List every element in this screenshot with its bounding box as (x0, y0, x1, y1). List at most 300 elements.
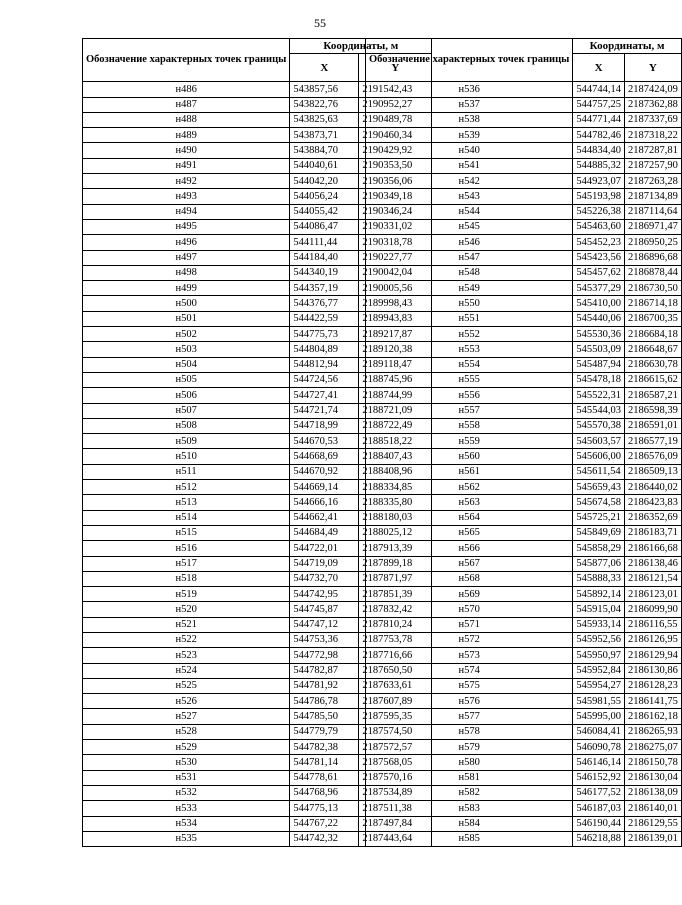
x-coordinate-cell: 544040,61 (290, 158, 359, 173)
table-row (366, 296, 682, 311)
x-coordinate-cell: 546152,92 (573, 770, 625, 785)
y-coordinate-cell: 2187832,42 (359, 602, 432, 617)
point-name-cell: н514 (83, 510, 290, 525)
point-name-cell: н580 (366, 755, 573, 770)
x-coordinate-cell: 544775,13 (290, 801, 359, 816)
x-coordinate-cell: 544782,87 (290, 663, 359, 678)
x-coordinate-cell: 546084,41 (573, 724, 625, 739)
point-name-cell: н562 (366, 480, 573, 495)
point-name-cell: н540 (366, 143, 573, 158)
point-name-cell: н487 (83, 97, 290, 112)
point-name-cell: н570 (366, 602, 573, 617)
point-name-cell: н548 (366, 265, 573, 280)
y-coordinate-cell: 2190489,78 (359, 112, 432, 127)
table-row (366, 281, 682, 296)
x-coordinate-cell: 545487,94 (573, 357, 625, 372)
point-name-cell: н551 (366, 311, 573, 326)
point-name-cell: н572 (366, 632, 573, 647)
x-coordinate-cell: 544684,49 (290, 525, 359, 540)
y-coordinate-cell: 2186971,47 (624, 219, 681, 234)
y-coordinate-cell: 2187570,16 (359, 770, 432, 785)
y-coordinate-cell: 2187574,50 (359, 724, 432, 739)
point-name-cell: н536 (366, 82, 573, 97)
x-coordinate-cell: 544724,56 (290, 372, 359, 387)
point-name-cell: н505 (83, 372, 290, 387)
page-number: 55 (314, 16, 326, 30)
table-row (366, 189, 682, 204)
y-coordinate-cell: 2190042,04 (359, 265, 432, 280)
table-row (366, 632, 682, 647)
y-coordinate-cell: 2186576,09 (624, 449, 681, 464)
x-coordinate-cell: 545659,43 (573, 480, 625, 495)
point-name-cell: н541 (366, 158, 573, 173)
y-coordinate-cell: 2187114,64 (624, 204, 681, 219)
point-name-cell: н526 (83, 694, 290, 709)
x-coordinate-cell: 544666,16 (290, 495, 359, 510)
y-coordinate-cell: 2187497,84 (359, 816, 432, 831)
y-coordinate-cell: 2186138,09 (624, 785, 681, 800)
point-name-cell: н531 (83, 770, 290, 785)
x-coordinate-cell: 544722,01 (290, 541, 359, 556)
y-coordinate-cell: 2186130,04 (624, 770, 681, 785)
x-coordinate-cell: 545457,62 (573, 265, 625, 280)
y-coordinate-cell: 2186423,83 (624, 495, 681, 510)
x-coordinate-cell: 544055,42 (290, 204, 359, 219)
y-coordinate-cell: 2188180,03 (359, 510, 432, 525)
y-coordinate-cell: 2186123,01 (624, 587, 681, 602)
x-coordinate-cell: 544719,09 (290, 556, 359, 571)
point-name-cell: н515 (83, 525, 290, 540)
y-coordinate-cell: 2188334,85 (359, 480, 432, 495)
y-coordinate-cell: 2190952,27 (359, 97, 432, 112)
table-row (366, 495, 682, 510)
x-coordinate-cell: 545858,29 (573, 541, 625, 556)
table-row (366, 204, 682, 219)
y-coordinate-cell: 2187287,81 (624, 143, 681, 158)
y-coordinate-cell: 2186591,01 (624, 418, 681, 433)
point-name-cell: н521 (83, 617, 290, 632)
x-coordinate-cell: 544086,47 (290, 219, 359, 234)
y-coordinate-cell: 2187263,28 (624, 174, 681, 189)
table-row (366, 755, 682, 770)
point-name-cell: н502 (83, 327, 290, 342)
y-coordinate-cell: 2187568,05 (359, 755, 432, 770)
y-coordinate-cell: 2189120,38 (359, 342, 432, 357)
x-coordinate-cell: 544804,89 (290, 342, 359, 357)
y-coordinate-cell: 2186139,01 (624, 831, 681, 846)
point-name-cell: н545 (366, 219, 573, 234)
point-name-cell: н568 (366, 571, 573, 586)
point-name-cell: н561 (366, 464, 573, 479)
y-coordinate-cell: 2186129,55 (624, 816, 681, 831)
point-name-cell: н553 (366, 342, 573, 357)
header-point-name: Обозначение характерных точек границы (83, 39, 290, 82)
table-row (366, 311, 682, 326)
x-coordinate-cell: 546146,14 (573, 755, 625, 770)
table-row (366, 82, 682, 97)
x-coordinate-cell: 545463,60 (573, 219, 625, 234)
point-name-cell: н558 (366, 418, 573, 433)
x-coordinate-cell: 544812,94 (290, 357, 359, 372)
y-coordinate-cell: 2189998,43 (359, 296, 432, 311)
table-row (366, 694, 682, 709)
x-coordinate-cell: 545995,00 (573, 709, 625, 724)
table-row (366, 678, 682, 693)
table-row (366, 342, 682, 357)
table-row (366, 648, 682, 663)
x-coordinate-cell: 545410,00 (573, 296, 625, 311)
y-coordinate-cell: 2186116,55 (624, 617, 681, 632)
x-coordinate-cell: 544785,50 (290, 709, 359, 724)
point-name-cell: н492 (83, 174, 290, 189)
y-coordinate-cell: 2186440,02 (624, 480, 681, 495)
x-coordinate-cell: 544747,12 (290, 617, 359, 632)
point-name-cell: н578 (366, 724, 573, 739)
point-name-cell: н535 (83, 831, 290, 846)
y-coordinate-cell: 2190353,50 (359, 158, 432, 173)
y-coordinate-cell: 2186150,78 (624, 755, 681, 770)
point-name-cell: н497 (83, 250, 290, 265)
header-x: X (290, 54, 359, 82)
table-row (366, 357, 682, 372)
y-coordinate-cell: 2186138,46 (624, 556, 681, 571)
y-coordinate-cell: 2190331,02 (359, 219, 432, 234)
x-coordinate-cell: 545674,58 (573, 495, 625, 510)
x-coordinate-cell: 545849,69 (573, 525, 625, 540)
x-coordinate-cell: 544042,20 (290, 174, 359, 189)
table-row (366, 174, 682, 189)
coordinates-table-right (365, 38, 682, 847)
point-name-cell: н500 (83, 296, 290, 311)
y-coordinate-cell: 2186265,93 (624, 724, 681, 739)
x-coordinate-cell: 543822,76 (290, 97, 359, 112)
table-row (366, 128, 682, 143)
table-row (366, 388, 682, 403)
table-row (366, 464, 682, 479)
x-coordinate-cell: 545603,57 (573, 434, 625, 449)
table-body-right (366, 82, 682, 847)
y-coordinate-cell: 2186577,19 (624, 434, 681, 449)
y-coordinate-cell: 2186730,50 (624, 281, 681, 296)
x-coordinate-cell: 544782,38 (290, 740, 359, 755)
y-coordinate-cell: 2186166,68 (624, 541, 681, 556)
point-name-cell: н529 (83, 740, 290, 755)
y-coordinate-cell: 2188335,80 (359, 495, 432, 510)
y-coordinate-cell: 2187650,50 (359, 663, 432, 678)
y-coordinate-cell: 2186126,95 (624, 632, 681, 647)
y-coordinate-cell: 2187716,66 (359, 648, 432, 663)
y-coordinate-cell: 2186162,18 (624, 709, 681, 724)
x-coordinate-cell: 543857,56 (290, 82, 359, 97)
y-coordinate-cell: 2186099,90 (624, 602, 681, 617)
y-coordinate-cell: 2187337,69 (624, 112, 681, 127)
x-coordinate-cell: 543873,71 (290, 128, 359, 143)
x-coordinate-cell: 544781,92 (290, 678, 359, 693)
point-name-cell: н491 (83, 158, 290, 173)
x-coordinate-cell: 546187,03 (573, 801, 625, 816)
point-name-cell: н494 (83, 204, 290, 219)
y-coordinate-cell: 2188408,96 (359, 464, 432, 479)
point-name-cell: н543 (366, 189, 573, 204)
point-name-cell: н571 (366, 617, 573, 632)
y-coordinate-cell: 2189118,47 (359, 357, 432, 372)
x-coordinate-cell: 546090,78 (573, 740, 625, 755)
x-coordinate-cell: 544056,24 (290, 189, 359, 204)
x-coordinate-cell: 544376,77 (290, 296, 359, 311)
point-name-cell: н547 (366, 250, 573, 265)
x-coordinate-cell: 545981,55 (573, 694, 625, 709)
point-name-cell: н579 (366, 740, 573, 755)
point-name-cell: н546 (366, 235, 573, 250)
point-name-cell: н508 (83, 418, 290, 433)
x-coordinate-cell: 544184,40 (290, 250, 359, 265)
y-coordinate-cell: 2186615,62 (624, 372, 681, 387)
y-coordinate-cell: 2187607,89 (359, 694, 432, 709)
y-coordinate-cell: 2186129,94 (624, 648, 681, 663)
table-row (366, 740, 682, 755)
x-coordinate-cell: 545611,54 (573, 464, 625, 479)
table-row (366, 525, 682, 540)
x-coordinate-cell: 544721,74 (290, 403, 359, 418)
table-row (366, 418, 682, 433)
x-coordinate-cell: 544786,78 (290, 694, 359, 709)
x-coordinate-cell: 546177,52 (573, 785, 625, 800)
x-coordinate-cell: 544662,41 (290, 510, 359, 525)
y-coordinate-cell: 2186648,67 (624, 342, 681, 357)
point-name-cell: н511 (83, 464, 290, 479)
y-coordinate-cell: 2186130,86 (624, 663, 681, 678)
y-coordinate-cell: 2187595,35 (359, 709, 432, 724)
point-name-cell: н577 (366, 709, 573, 724)
x-coordinate-cell: 545952,84 (573, 663, 625, 678)
point-name-cell: н544 (366, 204, 573, 219)
point-name-cell: н490 (83, 143, 290, 158)
x-coordinate-cell: 544670,92 (290, 464, 359, 479)
point-name-cell: н582 (366, 785, 573, 800)
x-coordinate-cell: 544775,73 (290, 327, 359, 342)
table-row (366, 97, 682, 112)
point-name-cell: н513 (83, 495, 290, 510)
y-coordinate-cell: 2187753,78 (359, 632, 432, 647)
point-name-cell: н503 (83, 342, 290, 357)
x-coordinate-cell: 544834,40 (573, 143, 625, 158)
point-name-cell: н530 (83, 755, 290, 770)
point-name-cell: н549 (366, 281, 573, 296)
table-row (366, 143, 682, 158)
y-coordinate-cell: 2186509,13 (624, 464, 681, 479)
x-coordinate-cell: 544923,07 (573, 174, 625, 189)
table-row (366, 724, 682, 739)
y-coordinate-cell: 2187424,09 (624, 82, 681, 97)
table-row (366, 617, 682, 632)
x-coordinate-cell: 544340,19 (290, 265, 359, 280)
point-name-cell: н542 (366, 174, 573, 189)
y-coordinate-cell: 2188721,09 (359, 403, 432, 418)
y-coordinate-cell: 2187899,18 (359, 556, 432, 571)
x-coordinate-cell: 544742,95 (290, 587, 359, 602)
y-coordinate-cell: 2187318,22 (624, 128, 681, 143)
y-coordinate-cell: 2186630,78 (624, 357, 681, 372)
point-name-cell: н581 (366, 770, 573, 785)
x-coordinate-cell: 544742,32 (290, 831, 359, 846)
x-coordinate-cell: 545423,56 (573, 250, 625, 265)
x-coordinate-cell: 545478,18 (573, 372, 625, 387)
point-name-cell: н556 (366, 388, 573, 403)
table-row (366, 571, 682, 586)
table-row (366, 112, 682, 127)
y-coordinate-cell: 2187871,97 (359, 571, 432, 586)
point-name-cell: н557 (366, 403, 573, 418)
y-coordinate-cell: 2186183,71 (624, 525, 681, 540)
point-name-cell: н532 (83, 785, 290, 800)
point-name-cell: н565 (366, 525, 573, 540)
point-name-cell: н527 (83, 709, 290, 724)
y-coordinate-cell: 2186700,35 (624, 311, 681, 326)
y-coordinate-cell: 2186128,23 (624, 678, 681, 693)
x-coordinate-cell: 545377,29 (573, 281, 625, 296)
point-name-cell: н554 (366, 357, 573, 372)
table-row (366, 372, 682, 387)
header-x: X (573, 54, 625, 82)
point-name-cell: н576 (366, 694, 573, 709)
y-coordinate-cell: 2190356,06 (359, 174, 432, 189)
point-name-cell: н499 (83, 281, 290, 296)
y-coordinate-cell: 2187534,89 (359, 785, 432, 800)
header-y: Y (624, 54, 681, 82)
header-coordinates: Координаты, м (290, 39, 432, 54)
point-name-cell: н519 (83, 587, 290, 602)
table-row (366, 831, 682, 846)
table-row (366, 785, 682, 800)
y-coordinate-cell: 2186714,18 (624, 296, 681, 311)
point-name-cell: н575 (366, 678, 573, 693)
y-coordinate-cell: 2187913,39 (359, 541, 432, 556)
point-name-cell: н489 (83, 128, 290, 143)
point-name-cell: н528 (83, 724, 290, 739)
x-coordinate-cell: 545952,56 (573, 632, 625, 647)
table-row (366, 480, 682, 495)
x-coordinate-cell: 545193,98 (573, 189, 625, 204)
x-coordinate-cell: 545877,06 (573, 556, 625, 571)
table-row (366, 235, 682, 250)
point-name-cell: н520 (83, 602, 290, 617)
y-coordinate-cell: 2190460,34 (359, 128, 432, 143)
y-coordinate-cell: 2188722,49 (359, 418, 432, 433)
point-name-cell: н560 (366, 449, 573, 464)
table-row (366, 219, 682, 234)
x-coordinate-cell: 546190,44 (573, 816, 625, 831)
point-name-cell: н584 (366, 816, 573, 831)
y-coordinate-cell: 2190005,56 (359, 281, 432, 296)
y-coordinate-cell: 2187511,38 (359, 801, 432, 816)
y-coordinate-cell: 2188407,43 (359, 449, 432, 464)
point-name-cell: н501 (83, 311, 290, 326)
point-name-cell: н518 (83, 571, 290, 586)
y-coordinate-cell: 2188745,96 (359, 372, 432, 387)
x-coordinate-cell: 543884,70 (290, 143, 359, 158)
y-coordinate-cell: 2186587,21 (624, 388, 681, 403)
x-coordinate-cell: 544782,46 (573, 128, 625, 143)
table-row (366, 158, 682, 173)
header-coordinates: Координаты, м (573, 39, 682, 54)
x-coordinate-cell: 544668,69 (290, 449, 359, 464)
point-name-cell: н566 (366, 541, 573, 556)
x-coordinate-cell: 544767,22 (290, 816, 359, 831)
point-name-cell: н486 (83, 82, 290, 97)
point-name-cell: н522 (83, 632, 290, 647)
x-coordinate-cell: 544718,99 (290, 418, 359, 433)
y-coordinate-cell: 2187572,57 (359, 740, 432, 755)
y-coordinate-cell: 2189217,87 (359, 327, 432, 342)
x-coordinate-cell: 544781,14 (290, 755, 359, 770)
point-name-cell: н517 (83, 556, 290, 571)
point-name-cell: н493 (83, 189, 290, 204)
x-coordinate-cell: 545954,27 (573, 678, 625, 693)
y-coordinate-cell: 2187810,24 (359, 617, 432, 632)
point-name-cell: н507 (83, 403, 290, 418)
point-name-cell: н512 (83, 480, 290, 495)
x-coordinate-cell: 545950,97 (573, 648, 625, 663)
x-coordinate-cell: 544885,32 (573, 158, 625, 173)
x-coordinate-cell: 544357,19 (290, 281, 359, 296)
point-name-cell: н510 (83, 449, 290, 464)
y-coordinate-cell: 2190349,18 (359, 189, 432, 204)
x-coordinate-cell: 544768,96 (290, 785, 359, 800)
point-name-cell: н555 (366, 372, 573, 387)
table-row (366, 770, 682, 785)
point-name-cell: н488 (83, 112, 290, 127)
x-coordinate-cell: 546218,88 (573, 831, 625, 846)
point-name-cell: н539 (366, 128, 573, 143)
y-coordinate-cell: 2187134,89 (624, 189, 681, 204)
x-coordinate-cell: 544422,59 (290, 311, 359, 326)
table-row (366, 403, 682, 418)
point-name-cell: н516 (83, 541, 290, 556)
point-name-cell: н573 (366, 648, 573, 663)
x-coordinate-cell: 545725,21 (573, 510, 625, 525)
table-row (366, 556, 682, 571)
x-coordinate-cell: 545915,04 (573, 602, 625, 617)
point-name-cell: н569 (366, 587, 573, 602)
point-name-cell: н525 (83, 678, 290, 693)
y-coordinate-cell: 2186121,54 (624, 571, 681, 586)
y-coordinate-cell: 2186275,07 (624, 740, 681, 755)
x-coordinate-cell: 545440,06 (573, 311, 625, 326)
x-coordinate-cell: 544779,79 (290, 724, 359, 739)
table-row (366, 250, 682, 265)
y-coordinate-cell: 2187443,64 (359, 831, 432, 846)
x-coordinate-cell: 544771,44 (573, 112, 625, 127)
point-name-cell: н509 (83, 434, 290, 449)
x-coordinate-cell: 544727,41 (290, 388, 359, 403)
header-point-name: Обозначение характерных точек границы (366, 39, 573, 82)
point-name-cell: н550 (366, 296, 573, 311)
y-coordinate-cell: 2186598,39 (624, 403, 681, 418)
point-name-cell: н498 (83, 265, 290, 280)
x-coordinate-cell: 544669,14 (290, 480, 359, 495)
x-coordinate-cell: 544753,36 (290, 632, 359, 647)
y-coordinate-cell: 2188744,99 (359, 388, 432, 403)
x-coordinate-cell: 545503,09 (573, 342, 625, 357)
table-row (366, 265, 682, 280)
table-row (366, 602, 682, 617)
x-coordinate-cell: 544111,44 (290, 235, 359, 250)
table-row (366, 587, 682, 602)
y-coordinate-cell: 2186878,44 (624, 265, 681, 280)
point-name-cell: н559 (366, 434, 573, 449)
x-coordinate-cell: 544772,98 (290, 648, 359, 663)
x-coordinate-cell: 544732,70 (290, 571, 359, 586)
